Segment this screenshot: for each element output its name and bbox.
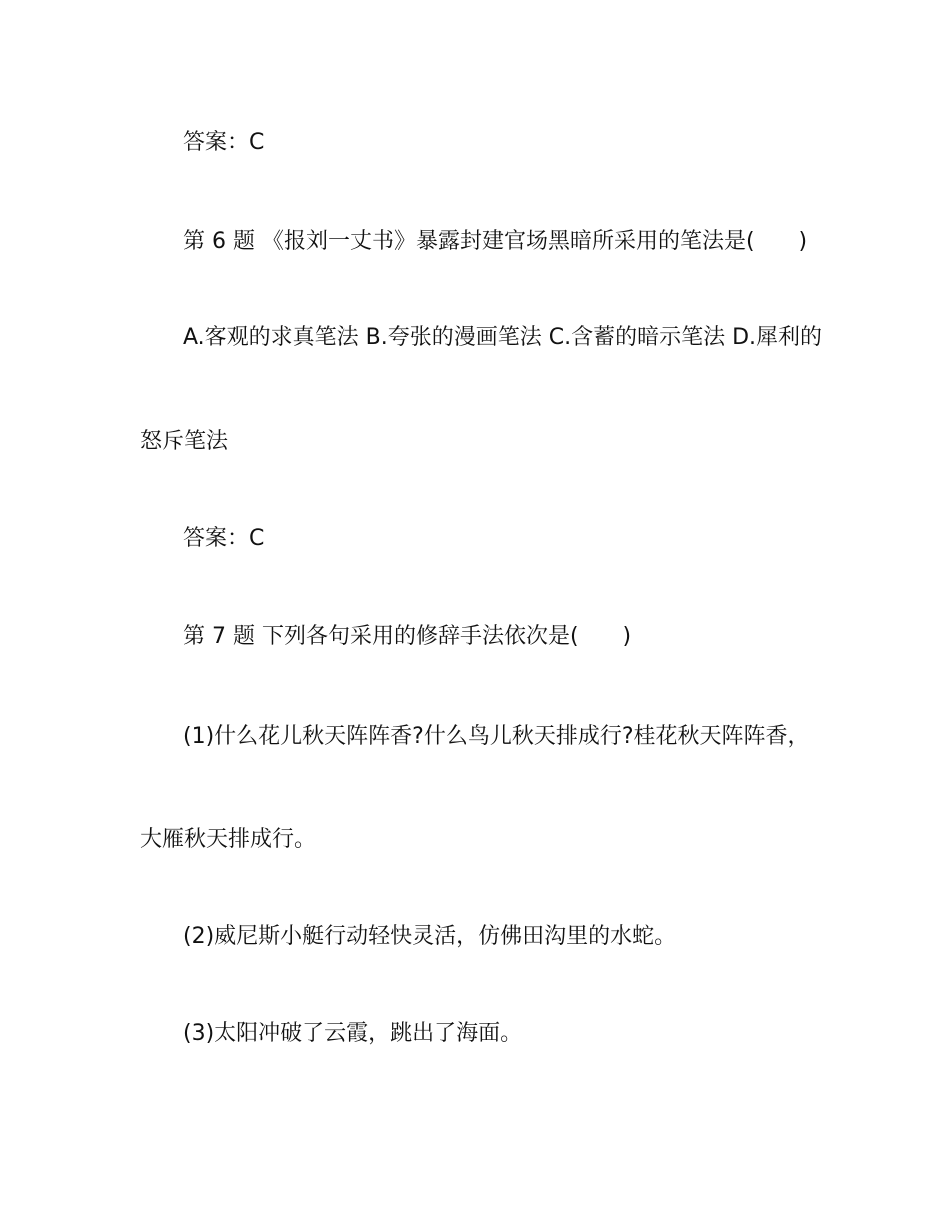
question-7-sentence-3: (3)太阳冲破了云霞，跳出了海面。 (183, 1021, 523, 1046)
answer-line-q5: 答案：C (183, 130, 265, 155)
question-7-sentence-1-continued: 大雁秋天排成行。 (140, 827, 317, 852)
question-7-stem: 第 7 题 下列各句采用的修辞手法依次是( ) (183, 624, 632, 649)
question-6-options: A.客观的求真笔法 B.夸张的漫画笔法 C.含蓄的暗示笔法 D.犀利的 (183, 325, 823, 350)
question-6-stem: 第 6 题 《报刘一丈书》暴露封建官场黑暗所采用的笔法是( ) (183, 229, 808, 254)
answer-line-q6: 答案：C (183, 526, 265, 551)
question-7-sentence-2: (2)威尼斯小艇行动轻快灵活，仿佛田沟里的水蛇。 (183, 924, 677, 949)
question-6-options-continued: 怒斥笔法 (140, 429, 229, 454)
question-7-sentence-1: (1)什么花儿秋天阵阵香?什么鸟儿秋天排成行?桂花秋天阵阵香， (183, 724, 810, 749)
